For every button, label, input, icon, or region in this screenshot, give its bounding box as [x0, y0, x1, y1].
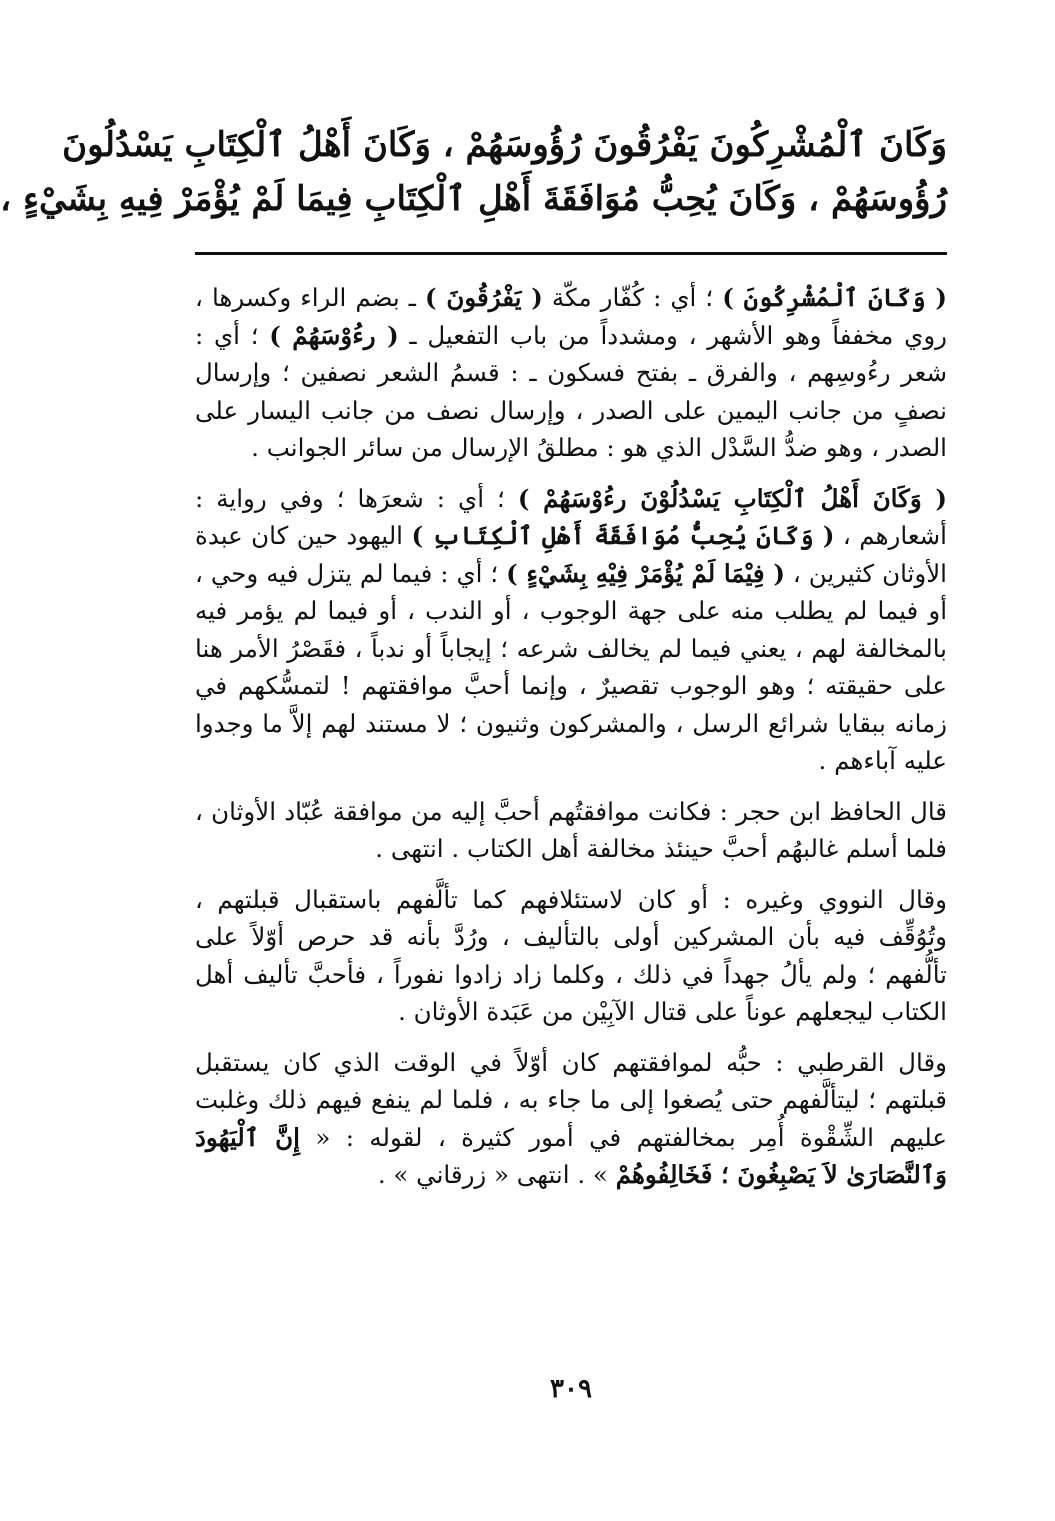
page-number: ٣٠٩: [550, 1374, 592, 1404]
commentary-paragraph-2: [195, 480, 947, 780]
quoted-phrase: ( يَفْرُقُونَ ): [425, 283, 543, 312]
commentary-text: » . انتهى « زرقاني » .: [377, 1160, 616, 1189]
hadith-line-2: رُؤُوسَهُمْ ، وَكَانَ يُحِبُّ مُوَافَقَةَ أَهْلِ ٱلْكِتَابِ فِيمَا لَمْ يُؤْمَرْ فِيهِ بِشَيْءٍ ،: [0, 179, 947, 219]
book-page: [0, 118, 948, 1418]
commentary-paragraph-5: [195, 1044, 947, 1194]
quoted-phrase: ( وَكَانَ يُحِبُّ مُوَافَقَةَ أَهْلِ ٱلْكِتَابِ ): [411, 521, 835, 550]
hadith-text: [0, 118, 947, 226]
quoted-phrase: ( وَكَانَ أَهْلُ ٱلْكِتَابِ يَسْدُلُوْنَ رءُوْسَهُمْ ): [517, 483, 947, 513]
commentary-text: ؛ أي : فيما لم يتزل فيه وحي ، أو فيما لم يطلب منه على جهة الوجوب ، أو الندب ، أو فيما لم يؤمر فيه بالمخالفة لهم ، يعني فيما لم يخالف شرعه ؛ إيجاباً أو ندباً ، فقَصْرُ الأمر هنا على حقيقته ؛ وهو الوجوب تقصيرٌ ، وإنما أحبَّ موافقتهم ! لتمسُّكهم في زمانه ببقايا شرائع الرسل ، والمشركون وثنيون ؛ لا مستند لهم إلاَّ ما وجدوا عليه آباءهم .: [195, 558, 947, 775]
commentary-text: وقال القرطبي : حبُّه لموافقتهم كان أوّلاً في الوقت الذي كان يستقبل قبلتهم ؛ ليتألَّفهم حتى يُصغوا إلى ما جاء به ، فلما لم ينفع فيهم ذلك وغلبت عليهم الشِّقْوة أُمِر بمخالفتهم في أمور كثيرة ، لقوله : «: [195, 1047, 948, 1152]
commentary-paragraph-1: [195, 279, 947, 467]
hadith-line-1: وَكَانَ ٱلْمُشْرِكُونَ يَفْرُقُونَ رُؤُوسَهُمْ ، وَكَانَ أَهْلُ ٱلْكِتَابِ يَسْدُلُونَ: [62, 125, 947, 165]
commentary-paragraph-3: قال الحافظ ابن حجر : فكانت موافقتُهم أحبَّ إليه من موافقة عُبّاد الأوثان ، فلما أسلم غالبهُم أحبَّ حينئذ مخالفة أهل الكتاب . انتهى .: [195, 796, 947, 863]
quoted-phrase: ( رءُوْسَهُمْ ): [269, 320, 399, 350]
quoted-phrase: ( فِيْمَا لَمْ يُؤْمَرْ فِيْهِ بِشَيْءٍ ): [506, 558, 785, 588]
commentary-text: ـ بضم الراء وكسرها ، روي مخففاً وهو الأشهر ، ومشدداً من باب التفعيل ـ: [195, 283, 948, 350]
quoted-phrase: ( وَكَانَ ٱلْمُشْرِكُونَ ): [722, 283, 947, 312]
separator-rule: [195, 252, 947, 255]
commentary-paragraph-4: وقال النووي وغيره : أو كان لاستئلافهم كما تألَّفهم باستقبال قبلتهم ، وتُوُقِّف فيه بأن المشركين أولى بالتأليف ، ورُدَّ بأنه قد حرص أوّلاً على تألُّفهم ؛ ولم يألُ جهداً في ذلك ، وكلما زاد زادوا نفوراً ، فأحبَّ تأليف أهل الكتاب ليجعلهم عوناً على قتال الآبِيْن من عَبَدة الأوثان .: [195, 884, 947, 1026]
commentary: [195, 279, 947, 1194]
commentary-text: ؛ أي : شعرَها ؛ وفي رواية : أشعارهم ،: [195, 483, 947, 550]
commentary-text: ؛ أي : كُفّار مكّة: [542, 283, 723, 312]
commentary-text: ؛ أي : شعر رءُوسِهم ، والفرق ـ بفتح فسكون ـ : قسمُ الشعر نصفين ؛ وإرسال نصفٍ من جانب اليمين على الصدر ، وإرسال نصف من جانب اليسار على الصدر ، وهو ضدُّ السَّدْل الذي هو : مطلقُ الإرسال من سائر الجوانب .: [195, 320, 947, 462]
quoted-hadith: إِنَّ ٱلْيَهُودَ وَٱلنَّصَارَىٰ لاَ يَصْبِغُونَ ؛ فَخَالِفُوهُمْ: [195, 1122, 947, 1189]
commentary-text: اليهود حين كان عبدة الأوثان كثيرين ،: [195, 521, 947, 588]
